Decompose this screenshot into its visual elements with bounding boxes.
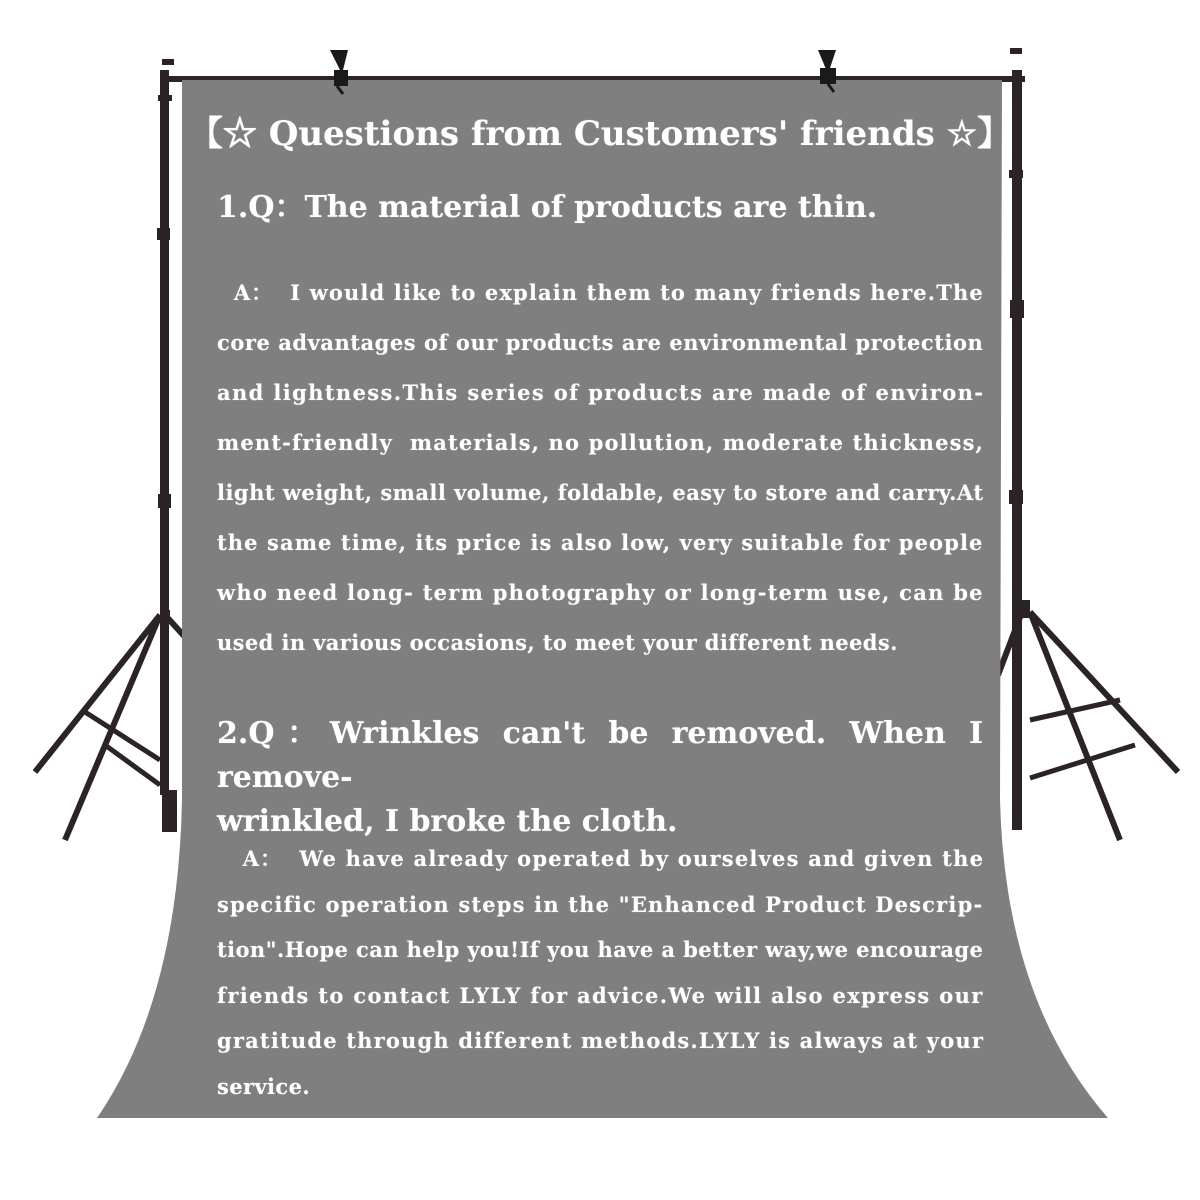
answer-1-line: who need long- term photography or long-term use, can be <box>217 580 984 605</box>
answer-1-line: and lightness.This series of products are made of environ- <box>217 380 985 405</box>
page-title: 【☆ Questions from Customers' friends ☆】 <box>188 114 1012 154</box>
faq-answer-2 <box>217 836 983 1109</box>
question-2-line: wrinkled, I broke the cloth. <box>217 804 678 839</box>
backdrop-stand-left <box>35 59 195 840</box>
question-2-line: 2.Q：Wrinkles can't be removed. When I remove- <box>217 716 983 795</box>
answer-1-line: core advantages of our products are environmental protection <box>217 330 984 355</box>
faq-question-1: 1.Q：The material of products are thin. <box>217 190 878 225</box>
answer-1-line: A： I would like to explain them to many friends here.The <box>217 280 984 305</box>
answer-1-line: light weight, small volume, foldable, easy to store and carry.At <box>217 480 984 505</box>
answer-2-line: gratitude through different methods.LYLY is always at your <box>217 1028 985 1053</box>
backdrop-stand-right <box>998 48 1178 840</box>
answer-2-line: A： We have already operated by ourselves and given the <box>217 846 985 871</box>
answer-2-line: tion".Hope can help you!If you have a better way,we encourage <box>217 937 984 962</box>
answer-1-line: the same time, its price is also low, very suitable for people <box>217 530 984 555</box>
answer-2-line: friends to contact LYLY for advice.We will also express our <box>217 982 984 1008</box>
answer-1-line: ment-friendly materials, no pollution, moderate thickness, <box>217 430 985 455</box>
answer-2-line: service. <box>217 1073 311 1099</box>
answer-2-line: specific operation steps in the "Enhanced Product Descrip- <box>217 891 984 917</box>
faq-question-2 <box>217 712 983 844</box>
faq-answer-1 <box>217 268 983 668</box>
answer-1-line: used in various occasions, to meet your different needs. <box>217 630 898 655</box>
